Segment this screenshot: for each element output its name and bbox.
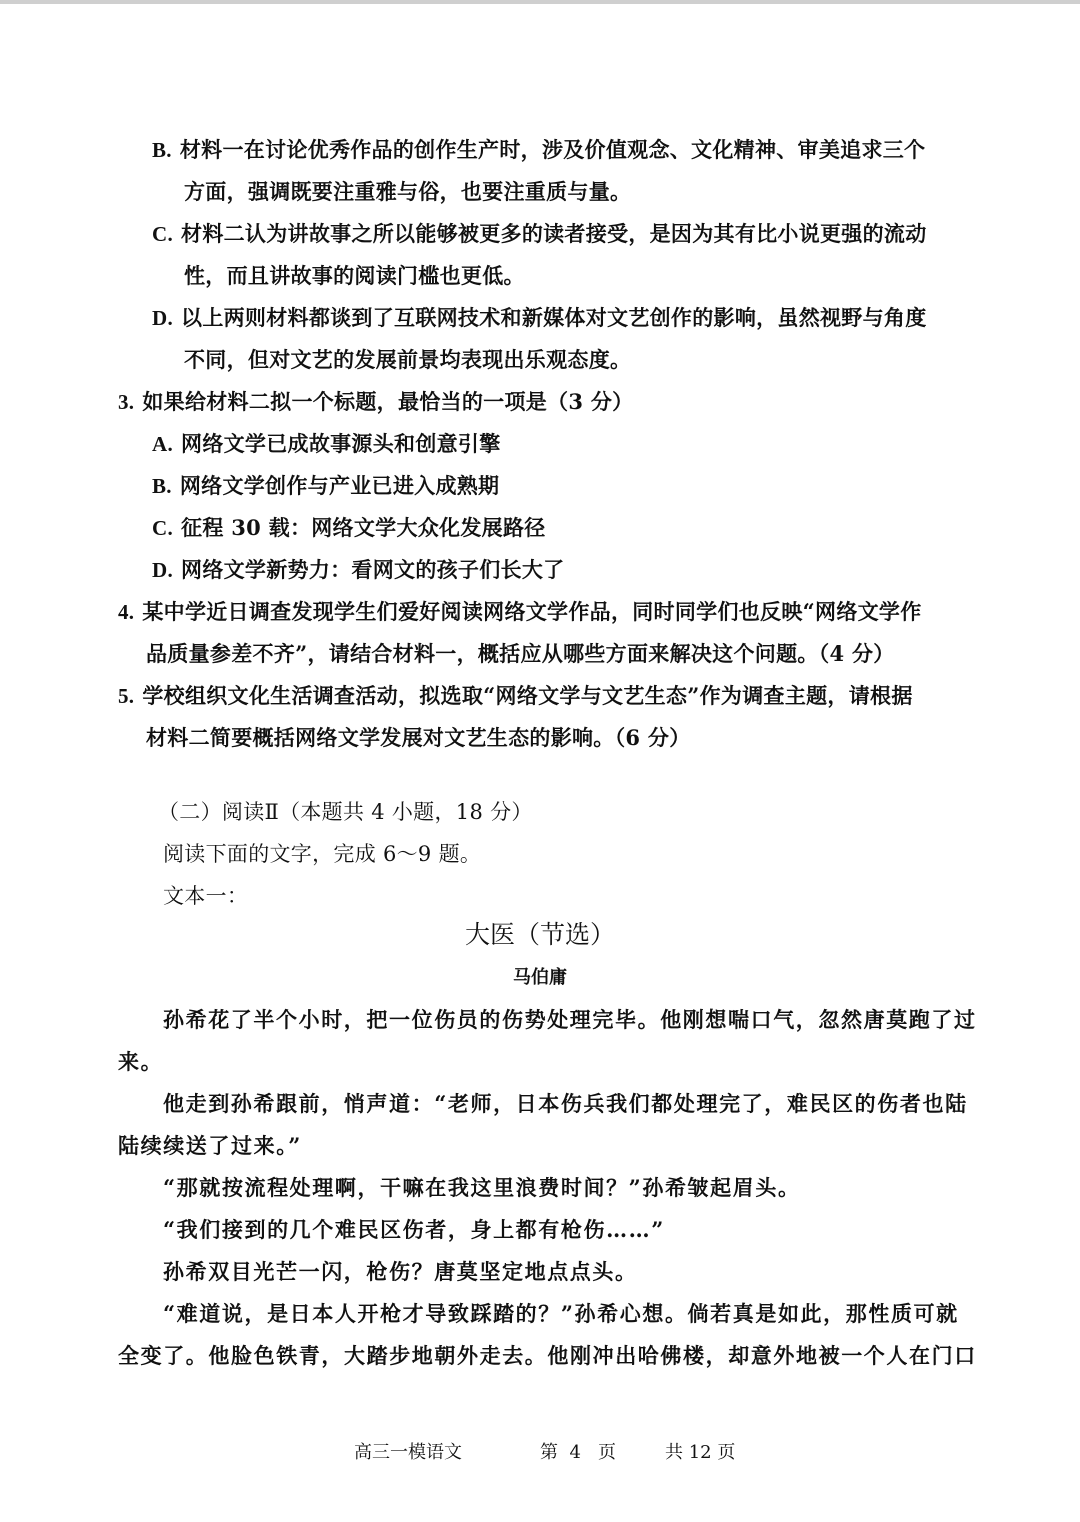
story-line: 孙希双目光芒一闪，枪伤？唐莫坚定地点点头。 [163, 1259, 638, 1284]
q5-line1: 5. 学校组织文化生活调查活动，拟选取“网络文学与文艺生态”作为调查主题，请根据 [118, 683, 913, 708]
q2-option-d-label: D. [152, 306, 174, 330]
q2-option-c-label: C. [152, 222, 174, 246]
q2-option-b-line2: 方面，强调既要注重雅与俗，也要注重质与量。 [184, 179, 632, 204]
q4-number: 4. [118, 600, 135, 624]
q2-option-d-line1: D. 以上两则材料都谈到了互联网技术和新媒体对文艺创作的影响，虽然视野与角度 [152, 305, 927, 330]
q2-option-c-line1: C. 材料二认为讲故事之所以能够被更多的读者接受，是因为其有比小说更强的流动 [152, 221, 927, 246]
footer-total-pages: 共 12 页 [665, 1442, 736, 1463]
story-line: “难道说，是日本人开枪才导致踩踏的？”孙希心想。倘若真是如此，那性质可就 [163, 1301, 959, 1326]
q2-option-c-line2: 性，而且讲故事的阅读门槛也更低。 [184, 263, 525, 288]
q3-option-c: C. 征程 30 载：网络文学大众化发展路径 [152, 515, 546, 540]
story-line: 陆续续送了过来。” [118, 1133, 302, 1158]
q5-number: 5. [118, 684, 135, 708]
q5-line2: 材料二简要概括网络文学发展对文艺生态的影响。（6 分） [146, 725, 691, 750]
story-line: “我们接到的几个难民区伤者，身上都有枪伤……” [163, 1217, 665, 1242]
story-line: “那就按流程处理啊，干嘛在我这里浪费时间？”孙希皱起眉头。 [163, 1175, 801, 1200]
q3-option-a: A. 网络文学已成故事源头和创意引擎 [152, 431, 501, 456]
story-author: 马伯庸 [513, 967, 567, 988]
q4-line1: 4. 某中学近日调查发现学生们爱好阅读网络文学作品，同时同学们也反映“网络文学作 [118, 599, 922, 624]
q3-stem: 3. 如果给材料二拟一个标题，最恰当的一项是（3 分） [118, 389, 634, 414]
section2-heading: （二）阅读Ⅱ（本题共 4 小题，18 分） [158, 800, 533, 824]
section2-instruction: 阅读下面的文字，完成 6～9 题。 [163, 842, 482, 866]
q4-line2: 品质量参差不齐”，请结合材料一，概括应从哪些方面来解决这个问题。（4 分） [146, 641, 895, 666]
q2-option-b-line1: B. 材料一在讨论优秀作品的创作生产时，涉及价值观念、文化精神、审美追求三个 [152, 137, 926, 162]
text-one-label: 文本一： [163, 884, 249, 908]
footer-subject: 高三一模语文 [354, 1442, 462, 1463]
top-border [0, 0, 1080, 4]
story-line: 来。 [118, 1049, 164, 1074]
q2-option-b-label: B. [152, 138, 172, 162]
story-title: 大医（节选） [464, 920, 615, 949]
story-line: 全变了。他脸色铁青，大踏步地朝外走去。他刚冲出哈佛楼，却意外地被一个人在门口 [118, 1343, 977, 1368]
q3-option-d: D. 网络文学新势力：看网文的孩子们长大了 [152, 557, 565, 582]
story-line: 孙希花了半个小时，把一位伤员的伤势处理完毕。他刚想喘口气，忽然唐莫跑了过 [163, 1007, 977, 1032]
story-line: 他走到孙希跟前，悄声道：“老师，日本伤兵我们都处理完了，难民区的伤者也陆 [163, 1091, 968, 1116]
q3-number: 3. [118, 390, 135, 414]
q3-option-b: B. 网络文学创作与产业已进入成熟期 [152, 473, 500, 498]
footer-page-number: 第 4 页 [540, 1442, 617, 1463]
q2-option-d-line2: 不同，但对文艺的发展前景均表现出乐观态度。 [184, 347, 632, 372]
